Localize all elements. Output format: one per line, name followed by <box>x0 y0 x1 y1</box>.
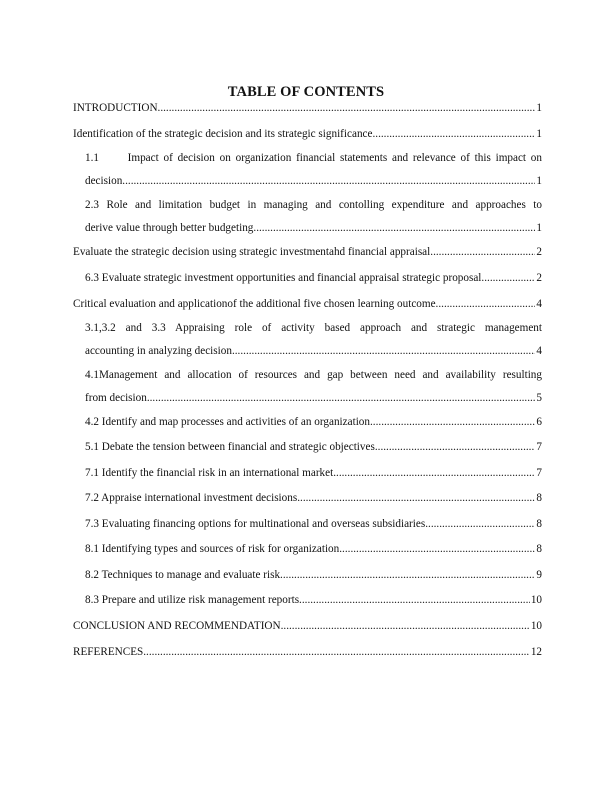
toc-entry-8-1[interactable] <box>85 538 542 561</box>
toc-entry-text: derive value through better budgeting <box>85 222 254 234</box>
toc-entry-introduction[interactable] <box>73 97 542 120</box>
toc-entry-text: 8.2 Techniques to manage and evaluate risk <box>85 569 281 581</box>
toc-page-number: 1 <box>536 175 542 187</box>
toc-entry-text: Critical evaluation and applicationof the additional five chosen learning outcome <box>73 298 436 310</box>
toc-page-number: 4 <box>536 345 542 357</box>
toc-page-number: 12 <box>530 646 542 658</box>
toc-entry-text: 6.3 Evaluate strategic investment opportunities and financial appraisal strategic proposal <box>85 272 482 284</box>
toc-page-number: 8 <box>536 543 542 555</box>
toc-entry-text: 5.1 Debate the tension between financial and strategic objectives <box>85 441 375 453</box>
toc-page-number: 2 <box>536 272 542 284</box>
toc-entry-7-2[interactable] <box>85 487 542 510</box>
toc-leader-dots <box>147 387 536 410</box>
toc-leader-dots <box>375 436 536 459</box>
toc-leader-dots <box>232 340 535 363</box>
toc-entry-references[interactable] <box>73 641 542 664</box>
toc-entry-3-1-3-2-3-3[interactable] <box>85 317 542 363</box>
toc-entry-text-line1: 1.1 Impact of decision on organization financial statements and relevance of this impact on <box>85 152 542 164</box>
toc-page-number: 7 <box>536 467 542 479</box>
toc-entry-text: INTRODUCTION <box>73 102 158 114</box>
toc-leader-dots <box>280 564 535 587</box>
toc-page-number: 10 <box>530 594 542 606</box>
toc-page-number: 4 <box>536 298 542 310</box>
toc-page-number: 9 <box>536 569 542 581</box>
toc-entry-text-line1: 2.3 Role and limitation budget in managing and contolling expenditure and approaches to <box>85 199 542 211</box>
toc-leader-dots <box>281 615 530 638</box>
toc-page-number: 6 <box>536 416 542 428</box>
toc-entry-text: 8.3 Prepare and utilize risk management reports <box>85 594 300 606</box>
toc-leader-dots <box>253 217 535 240</box>
toc-title: TABLE OF CONTENTS <box>227 84 385 100</box>
toc-entry-8-2[interactable] <box>85 564 542 587</box>
toc-leader-dots <box>297 487 535 510</box>
toc-entry-4-2[interactable] <box>85 411 542 434</box>
toc-entry-text: accounting in analyzing decision <box>85 345 232 357</box>
toc-page-number: 1 <box>536 102 542 114</box>
toc-page-number: 1 <box>536 128 542 140</box>
toc-entry-4-1[interactable] <box>85 364 542 410</box>
toc-page-number: 5 <box>536 392 542 404</box>
toc-entry-identification[interactable] <box>73 123 542 146</box>
toc-entry-7-3[interactable] <box>85 513 542 536</box>
toc-entry-text: 7.1 Identify the financial risk in an international market <box>85 467 334 479</box>
toc-entry-text: Identification of the strategic decision and its strategic significance <box>73 128 373 140</box>
toc-entry-text: 7.3 Evaluating financing options for multinational and overseas subsidiaries <box>85 518 426 530</box>
toc-entry-6-3[interactable] <box>85 267 542 290</box>
toc-page-number: 1 <box>536 222 542 234</box>
toc-leader-dots <box>143 641 530 664</box>
toc-entry-conclusion[interactable] <box>73 615 542 638</box>
toc-page-number: 7 <box>536 441 542 453</box>
toc-entry-text: 4.2 Identify and map processes and activities of an organization <box>85 416 370 428</box>
toc-leader-dots <box>481 267 535 290</box>
toc-entry-text: 8.1 Identifying types and sources of risk for organization <box>85 543 340 555</box>
toc-entry-text-line1: 4.1Management and allocation of resources and gap between need and availability resulting <box>85 369 542 381</box>
toc-entry-text: Evaluate the strategic decision using strategic investmentahd financial appraisal <box>73 246 431 258</box>
toc-entry-8-3[interactable] <box>85 589 542 612</box>
toc-entry-7-1[interactable] <box>85 462 542 485</box>
toc-leader-dots <box>122 170 535 193</box>
toc-entry-evaluate-strategic-decision[interactable] <box>73 241 542 264</box>
toc-entry-text: 7.2 Appraise international investment decisions <box>85 492 298 504</box>
toc-entry-text: CONCLUSION AND RECOMMENDATION <box>73 620 281 632</box>
toc-leader-dots <box>372 123 535 146</box>
toc-page-number: 8 <box>536 518 542 530</box>
toc-page-number: 8 <box>536 492 542 504</box>
toc-entry-text-line1: 3.1,3.2 and 3.3 Appraising role of activity based approach and strategic management <box>85 322 542 334</box>
toc-leader-dots <box>339 538 535 561</box>
toc-leader-dots <box>299 589 530 612</box>
toc-leader-dots <box>158 97 536 120</box>
toc-entry-text: REFERENCES <box>73 646 144 658</box>
toc-entry-2-3[interactable] <box>85 194 542 240</box>
toc-leader-dots <box>436 293 536 316</box>
toc-page-number: 10 <box>530 620 542 632</box>
toc-leader-dots <box>425 513 535 536</box>
toc-leader-dots <box>430 241 535 264</box>
toc-leader-dots <box>370 411 535 434</box>
toc-entry-text: from decision <box>85 392 147 404</box>
toc-entry-5-1[interactable] <box>85 436 542 459</box>
toc-leader-dots <box>333 462 535 485</box>
toc-entry-critical-evaluation[interactable] <box>73 293 542 316</box>
toc-entry-1-1[interactable] <box>85 147 542 193</box>
toc-page-number: 2 <box>536 246 542 258</box>
toc-entry-text: decision <box>85 175 123 187</box>
